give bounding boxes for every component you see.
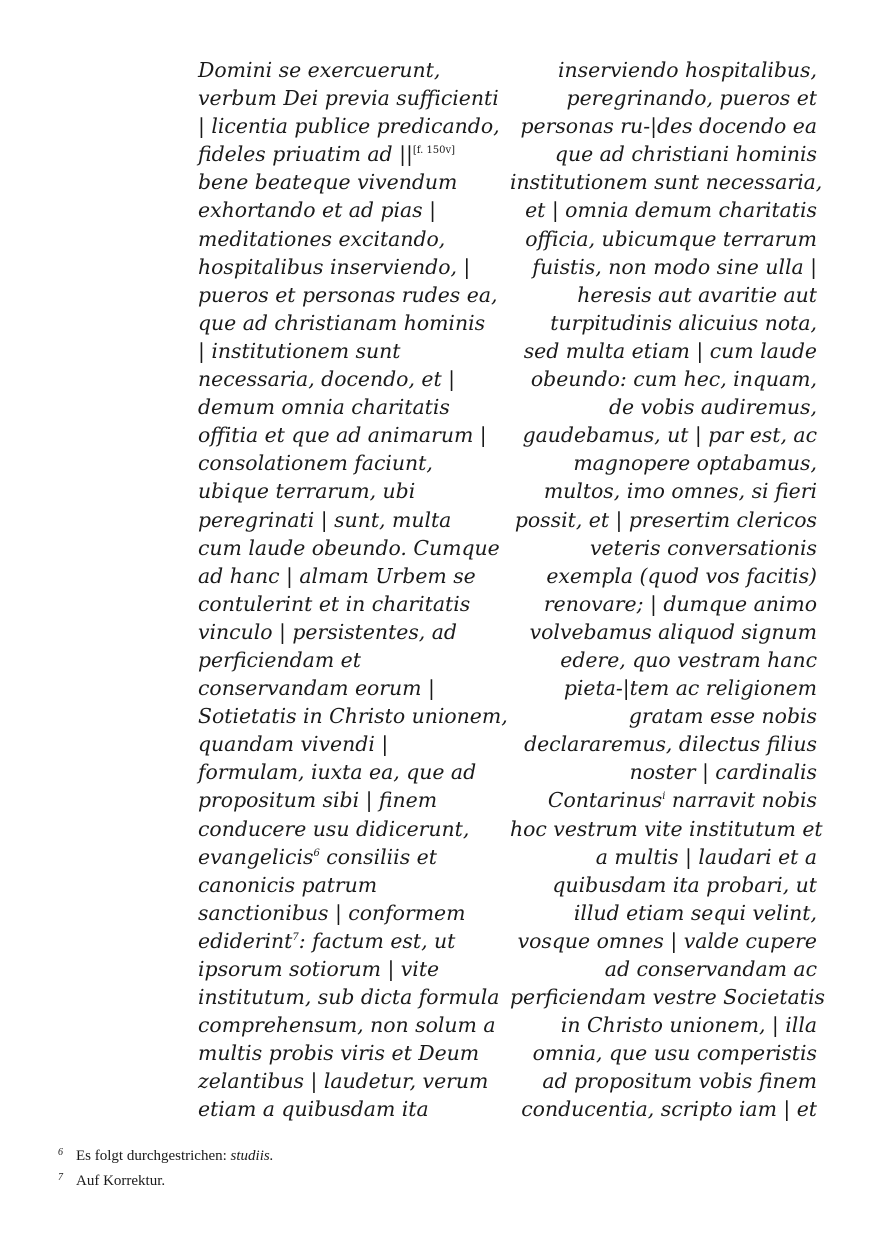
text-line (510, 449, 817, 477)
text-line (510, 534, 817, 562)
text-line (510, 253, 817, 281)
footnote-marker: 7 (292, 931, 299, 943)
footnote (58, 1167, 818, 1192)
text-line (510, 421, 817, 449)
line-text: consolationem faciunt, (198, 451, 433, 476)
line-text: pieta-|tem ac religionem (563, 676, 817, 701)
line-text: Contarinus (547, 788, 663, 813)
line-text: personas ru-|des docendo ea (520, 114, 817, 139)
text-line (198, 983, 498, 1011)
text-line (198, 112, 498, 140)
text-line (510, 1039, 817, 1067)
line-text-continued: consiliis et (319, 844, 437, 869)
text-line (510, 281, 817, 309)
line-text: que ad christiani hominis (554, 142, 817, 167)
line-text: Sotietatis in Christo unionem, (198, 704, 508, 729)
text-line (198, 1039, 498, 1067)
line-text: zelantibus | laudetur, verum (198, 1069, 489, 1094)
line-text: demum omnia charitatis (198, 395, 450, 420)
text-line (510, 702, 817, 730)
text-line (510, 477, 817, 505)
line-text: comprehensum, non solum a (198, 1013, 496, 1038)
text-line (510, 1011, 817, 1039)
line-text: cum laude obeundo. Cumque (198, 535, 500, 560)
text-line (510, 1067, 817, 1095)
text-line (198, 1095, 498, 1123)
text-line (510, 506, 817, 534)
line-text: ad hanc | almam Urbem se (198, 563, 476, 588)
line-text: ubique terrarum, ubi (198, 479, 416, 504)
footnote-number: 7 (58, 1172, 63, 1183)
line-text: noster | cardinalis (629, 760, 817, 785)
line-text: officia, ubicumque terrarum (525, 226, 817, 251)
text-line (510, 730, 817, 758)
text-line (198, 1067, 498, 1095)
footnotes (58, 1142, 818, 1192)
text-line (198, 506, 498, 534)
line-text: sed multa etiam | cum laude (523, 338, 817, 363)
text-line (198, 534, 498, 562)
text-line (198, 786, 498, 814)
text-line (198, 196, 498, 224)
line-text: fideles priuatim ad || (198, 142, 413, 167)
text-line (510, 899, 817, 927)
line-text: | institutionem sunt (198, 338, 401, 363)
text-line (198, 84, 498, 112)
line-text: volvebamus aliquod signum (529, 619, 817, 644)
line-text: ad propositum vobis finem (542, 1069, 817, 1094)
line-text: peregrinati | sunt, multa (198, 507, 452, 532)
text-line (510, 927, 817, 955)
line-text: que ad christianam hominis (198, 310, 486, 335)
text-line (198, 590, 498, 618)
footnote-text: Es folgt durchgestrichen: (76, 1148, 231, 1164)
line-text: heresis aut avaritie aut (577, 282, 817, 307)
text-line (198, 281, 498, 309)
line-text: propositum sibi | finem (198, 788, 438, 813)
text-line (198, 758, 498, 786)
text-line (198, 449, 498, 477)
text-line (198, 674, 498, 702)
text-line (510, 815, 823, 843)
text-line (198, 393, 498, 421)
text-line (198, 56, 498, 84)
text-line (198, 337, 498, 365)
text-line (198, 477, 498, 505)
line-text: ediderint (198, 928, 293, 953)
line-text: offitia et que ad animarum | (198, 423, 487, 448)
line-text: perficiendam et (198, 647, 361, 672)
text-line (198, 927, 498, 955)
text-line (198, 899, 498, 927)
line-text: Domini se exercuerunt, (198, 58, 441, 82)
line-text: possit, et | presertim clericos (514, 507, 817, 532)
text-line (198, 843, 498, 871)
line-text: canonicis patrum (198, 872, 378, 897)
line-text: multos, imo omnes, si fieri (543, 479, 817, 504)
line-text: hospitalibus inserviendo, | (198, 254, 471, 279)
line-text: inserviendo hospitalibus, (558, 58, 817, 82)
line-text: obeundo: cum hec, inquam, (530, 367, 817, 392)
text-line (510, 393, 817, 421)
line-text: edere, quo vestram hanc (560, 647, 817, 672)
text-line (510, 168, 823, 196)
text-line (510, 786, 817, 814)
text-line (510, 309, 817, 337)
text-line (510, 758, 817, 786)
line-text: turpitudinis alicuius nota, (550, 310, 817, 335)
text-line (510, 140, 817, 168)
text-line (510, 196, 817, 224)
text-line (198, 168, 498, 196)
text-line (198, 140, 498, 168)
line-text: perficiendam vestre Societatis (510, 985, 825, 1010)
line-text: vosque omnes | valde cupere (517, 928, 817, 953)
text-line (510, 618, 817, 646)
text-line (198, 365, 498, 393)
text-line (198, 955, 498, 983)
line-text: fuistis, non modo sine ulla | (532, 254, 817, 279)
text-line (198, 1011, 498, 1039)
text-line (198, 730, 498, 758)
line-text: in Christo unionem, | illa (560, 1013, 817, 1038)
footnote-marker: 6 (313, 847, 320, 859)
text-line (510, 646, 817, 674)
text-line (510, 56, 817, 84)
right-text-column (510, 56, 825, 1124)
text-line (198, 871, 498, 899)
line-text: ipsorum sotiorum | vite (198, 957, 440, 981)
line-text: illud etiam sequi velint, (573, 900, 817, 925)
line-text: hoc vestrum vite institutum et (510, 816, 823, 841)
line-text: etiam a quibusdam ita (198, 1097, 429, 1122)
line-text: | licentia publice predicando, (198, 114, 500, 139)
line-text: vinculo | persistentes, ad (198, 619, 457, 644)
text-line (510, 225, 817, 253)
line-text: verbum Dei previa sufficienti (198, 86, 499, 111)
line-text: omnia, que usu comperistis (532, 1041, 817, 1066)
text-line (510, 84, 817, 112)
line-text: sanctionibus | conformem (198, 900, 466, 925)
line-text: bene beateque vivendum (198, 170, 458, 195)
line-text: evangelicis (198, 844, 314, 869)
text-line (198, 702, 508, 730)
text-line (510, 337, 817, 365)
line-text: a multis | laudari et a (595, 844, 817, 869)
left-text-column (198, 56, 508, 1124)
line-text: contulerint et in charitatis (198, 591, 471, 616)
text-line (510, 112, 817, 140)
footnote-number: 6 (58, 1147, 63, 1158)
line-text: quibusdam ita probari, ut (552, 872, 817, 897)
line-text: conducentia, scripto iam | et (521, 1097, 817, 1122)
line-text: gratam esse nobis (628, 704, 817, 729)
line-text: ad conservandam ac (604, 957, 817, 981)
text-line (198, 646, 498, 674)
line-text: institutionem sunt necessaria, (510, 170, 823, 195)
text-line (510, 365, 817, 393)
line-text: peregrinando, pueros et (566, 86, 817, 111)
text-line (510, 955, 817, 983)
line-text: de vobis audiremus, (608, 395, 817, 420)
text-line (510, 674, 817, 702)
footnote (58, 1142, 818, 1167)
line-text: necessaria, docendo, et | (198, 367, 456, 392)
line-text: exempla (quod vos facitis) (546, 563, 817, 588)
line-text: multis probis viris et Deum (198, 1041, 480, 1066)
line-text: gaudebamus, ut | par est, ac (522, 423, 817, 448)
text-line (510, 1095, 817, 1123)
line-text: conservandam eorum | (198, 676, 435, 701)
text-line (198, 253, 498, 281)
line-text: exhortando et ad pias | (198, 198, 436, 223)
text-line (510, 983, 825, 1011)
line-text: declararemus, dilectus filius (524, 732, 817, 757)
line-text: et | omnia demum charitatis (525, 198, 817, 223)
line-text-continued: : factum est, ut (298, 928, 456, 953)
text-line (198, 815, 498, 843)
line-text: pueros et personas rudes ea, (198, 282, 498, 307)
text-line (198, 421, 498, 449)
text-line (198, 225, 498, 253)
line-text: magnopere optabamus, (573, 451, 817, 476)
text-line (510, 590, 817, 618)
line-text: conducere usu didicerunt, (198, 816, 470, 841)
line-text-continued: narravit nobis (665, 788, 817, 813)
line-text: quandam vivendi | (198, 732, 389, 757)
footnote-emphasis: studiis. (230, 1148, 274, 1164)
text-line (198, 309, 498, 337)
text-line (510, 562, 817, 590)
text-line (198, 618, 498, 646)
line-text: veteris conversationis (590, 535, 817, 560)
footnote-marker: i (662, 791, 666, 803)
folio-marker: [f. 150v] (412, 145, 456, 157)
text-line (198, 562, 498, 590)
text-line (510, 843, 817, 871)
text-line (510, 871, 817, 899)
line-text: formulam, iuxta ea, que ad (198, 760, 477, 785)
line-text: institutum, sub dicta formula (198, 985, 500, 1010)
line-text: meditationes excitando, (198, 226, 446, 251)
footnote-text: Auf Korrektur. (76, 1173, 166, 1189)
line-text: renovare; | dumque animo (543, 591, 817, 616)
